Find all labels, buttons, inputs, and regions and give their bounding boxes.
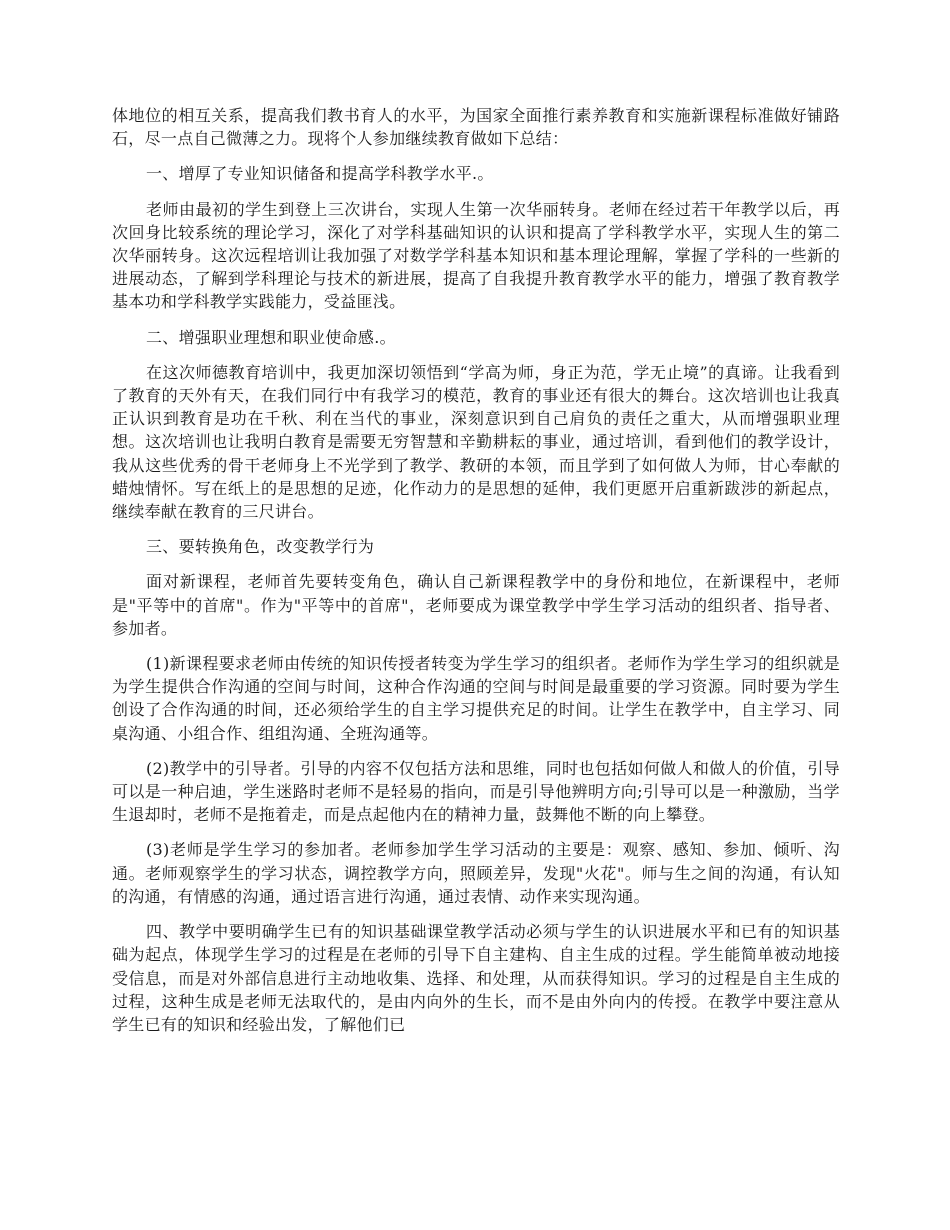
paragraph-1: 体地位的相互关系，提高我们教书育人的水平，为国家全面推行素养教育和实施新课程标准做好铺路石，尽一点自己微薄之力。现将个人参加继续教育做如下总结： (112, 106, 840, 149)
paragraph-5: 在这次师德教育培训中，我更加深切领悟到“学高为师，身正为范，学无止境”的真谛。让我看到了教育的天外有天，在我们同行中有我学习的模范，教育的事业还有很大的舞台。这次培训也让我真正认识到教育是功在千秋、利在当代的事业，深刻意识到自己肩负的责任之重大，从而增强职业理想。这次培训也让我明白教育是需要无穷智慧和辛勤耕耘的事业，通过培训，看到他们的教学设计，我从这些优秀的骨干老师身上不光学到了教学、教研的本领，而且学到了如何做人为师，甘心奉献的蜡烛情怀。写在纸上的是思想的足迹，化作动力的是思想的延伸，我们更愿开启重新跋涉的新起点，继续奉献在教育的三尺讲台。 (112, 362, 840, 522)
paragraph-7: 面对新课程，老师首先要转变角色，确认自己新课程教学中的身份和地位，在新课程中，老师是"平等中的首席"。作为"平等中的首席"，老师要成为课堂教学中学生学习活动的组织者、指导者、参加者。 (112, 572, 840, 638)
document-body (112, 104, 840, 1048)
paragraph-8: (1)新课程要求老师由传统的知识传授者转变为学生学习的组织者。老师作为学生学习的组织就是为学生提供合作沟通的空间与时间，这种合作沟通的空间与时间是最重要的学习资源。同时要为学生创设了合作沟通的时间，还必须给学生的自主学习提供充足的时间。让学生在教学中，自主学习、同桌沟通、小组合作、组组沟通、全班沟通等。 (112, 654, 840, 743)
heading-section-3: 三、要转换角色，改变教学行为 (146, 537, 375, 557)
paragraph-3: 老师由最初的学生到登上三次讲台，实现人生第一次华丽转身。老师在经过若干年教学以后，再次回身比较系统的理论学习，深化了对学科基础知识的认识和提高了学科教学水平，实现人生的第二次华丽转身。这次远程培训让我加强了对数学学科基本知识和基本理论理解，掌握了学科的一些新的进展动态，了解到学科理论与技术的新进展，提高了自我提升教育教学水平的能力，增强了教育教学基本功和学科教学实践能力，受益匪浅。 (112, 199, 840, 312)
heading-section-2: 二、增强职业理想和职业使命感.。 (146, 327, 396, 347)
heading-section-1: 一、增厚了专业知识储备和提高学科教学水平.。 (146, 164, 494, 184)
paragraph-10: (3)老师是学生学习的参加者。老师参加学生学习活动的主要是：观察、感知、参加、倾听、沟通。老师观察学生的学习状态，调控教学方向，照顾差异，发现"火花"。师与生之间的沟通，有认知的沟通，有情感的沟通，通过语言进行沟通，通过表情、动作来实现沟通。 (112, 840, 840, 906)
paragraph-9: (2)教学中的引导者。引导的内容不仅包括方法和思维，同时也包括如何做人和做人的价值，引导可以是一种启迪，学生迷路时老师不是轻易的指向，而是引导他辨明方向;引导可以是一种激励，当学生退却时，老师不是拖着走，而是点起他内在的精神力量，鼓舞他不断的向上攀登。 (112, 758, 840, 825)
paragraph-11: 四、教学中要明确学生已有的知识基础课堂教学活动必须与学生的认识进展水平和已有的知识基础为起点，体现学生学习的过程是在老师的引导下自主建构、自主生成的过程。学生能简单被动地接受信息，而是对外部信息进行主动地收集、选择、和处理，从而获得知识。学习的过程是自主生成的过程，这种生成是老师无法取代的，是由内向外的生长，而不是由外向内的传授。在教学中要注意从学生已有的知识和经验出发，了解他们已 (112, 922, 840, 1034)
